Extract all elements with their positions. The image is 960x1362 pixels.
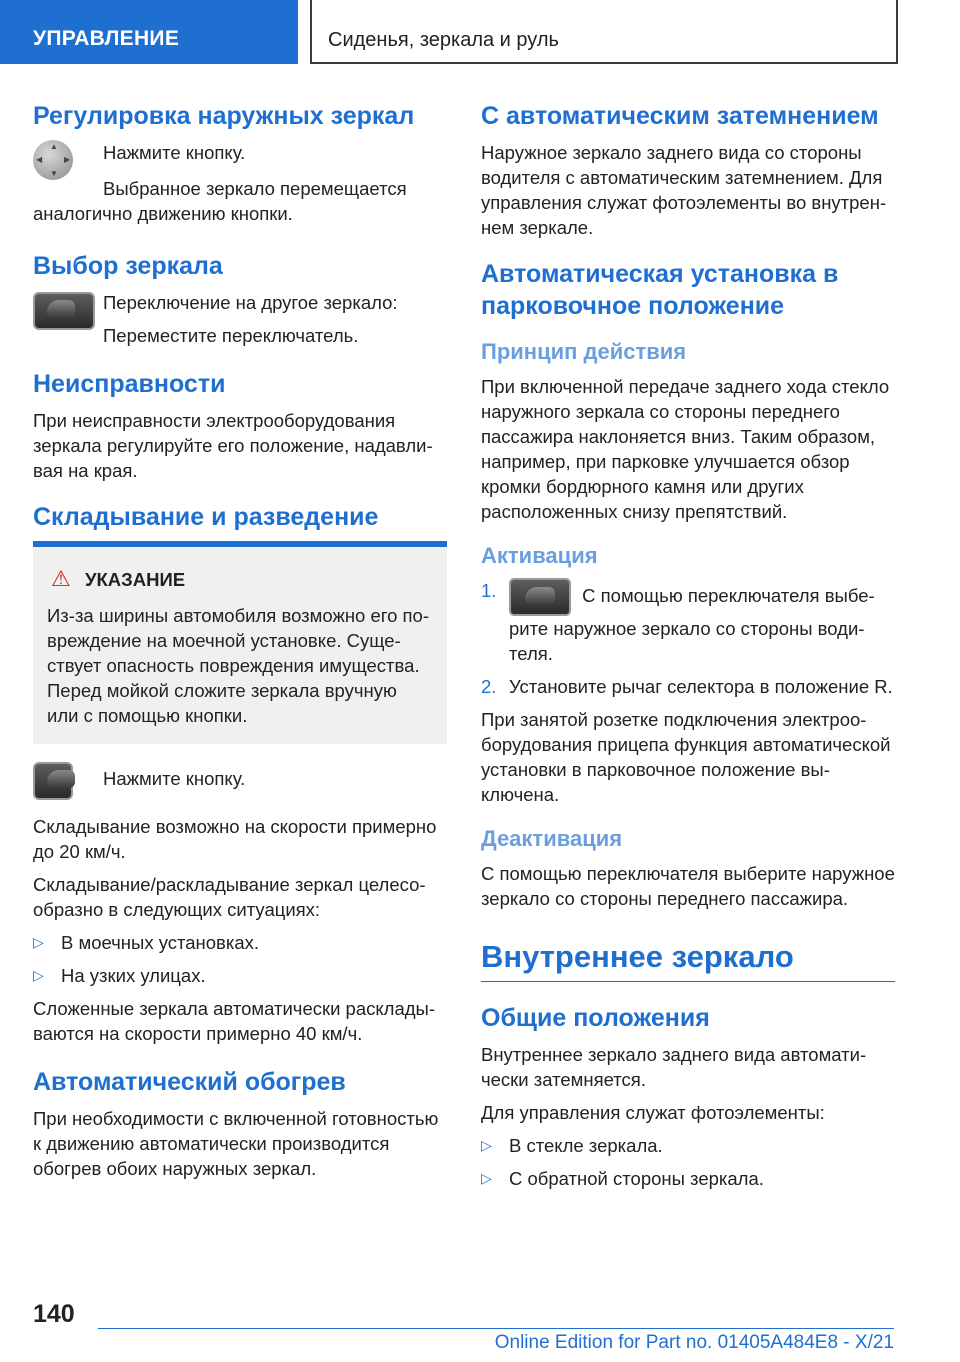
warning-triangle-icon: ⚠	[51, 566, 71, 591]
mirror-switch-icon	[509, 578, 571, 616]
fault-heading: Неисправности	[33, 370, 226, 398]
select-block	[33, 290, 447, 348]
fold-block	[33, 760, 447, 808]
general-heading: Общие положения	[481, 1004, 710, 1032]
principle-heading: Принцип действия	[481, 339, 687, 364]
general-text-2: Для управления служат фотоэлементы:	[481, 1102, 825, 1123]
principle-text: При включенной передаче заднего хода стекло наружного зеркала со стороны переднего пассажира наклоняется вниз. Таким образом, например, при парковке улучшается обзор кромки бордюрного камня или других расположенных снизу препятствий.	[481, 376, 890, 522]
activation-heading: Активация	[481, 543, 598, 568]
park-heading: Автоматическая установка в парковочное положение	[481, 260, 839, 320]
triangle-bullet-icon: ▷	[481, 1137, 492, 1153]
fold-list	[33, 930, 447, 988]
warning-text: Из-за ширины автомобиля возможно его повреждение на моечной установке. Существует опасность повреждения имущества. Перед мойкой сложите зеркала вручную или с помощью кнопки.	[47, 605, 429, 726]
general-text-1: Внутреннее зеркало заднего вида автоматически затемняется.	[481, 1044, 867, 1090]
mirror-switch-icon	[33, 292, 95, 330]
right-column	[481, 100, 895, 1199]
fold-heading: Складывание и разведение	[33, 503, 379, 531]
activation-text: При занятой розетке подключения электрооборудования прицепа функция автоматической установки в парковочное положение выключена.	[481, 709, 891, 805]
fold-text-4: Сложенные зеркала автоматически раскладываются на скорости примерно 40 км/ч.	[33, 998, 436, 1044]
heat-text: При необходимости с включенной готовностью к движению автоматически производится обогрев обоих наружных зеркал.	[33, 1108, 439, 1179]
chapter-title: Сиденья, зеркала и руль	[328, 29, 559, 51]
deactivation-heading: Деактивация	[481, 826, 623, 851]
select-heading: Выбор зеркала	[33, 252, 223, 280]
fault-text: При неисправности электрооборудования зеркала регулируйте его положение, надавливая на края.	[33, 410, 433, 481]
triangle-bullet-icon: ▷	[33, 967, 44, 983]
mirror-adjust-button-icon: ▲ ▼ ◀ ▶	[33, 140, 73, 180]
fold-text-2: Складывание возможно на скорости примерно до 20 км/ч.	[33, 816, 437, 862]
general-list	[481, 1133, 895, 1191]
select-text-1: Переключение на другое зеркало:	[103, 292, 398, 313]
list-item: ▷ В стекле зеркала.	[481, 1135, 663, 1156]
adjust-heading: Регулировка наружных зеркал	[33, 102, 415, 130]
auto-dim-heading: С автоматическим затемнением	[481, 102, 879, 130]
left-column	[33, 100, 447, 1189]
warning-title: ⚠ УКАЗАНИЕ	[51, 566, 186, 591]
activation-steps	[481, 578, 895, 699]
select-text-2: Переместите переключатель.	[103, 325, 359, 346]
heat-heading: Автоматический обогрев	[33, 1068, 346, 1096]
fold-text-3: Складывание/раскладывание зеркал целесообразно в следующих ситуациях:	[33, 874, 426, 920]
inner-mirror-heading: Внутреннее зеркало	[481, 937, 895, 982]
page-number: 140	[33, 1300, 75, 1328]
step-item: 2. Установите рычаг селектора в положение R.	[481, 676, 893, 697]
adjust-text-1: Нажмите кнопку.	[103, 142, 246, 163]
footer-rule	[98, 1328, 894, 1329]
auto-dim-text: Наружное зеркало заднего вида со стороны водителя с автоматическим затемнением. Для управления служат фотоэлементы во внутреннем зеркале.	[481, 142, 887, 238]
adjust-text-2: Выбранное зеркало перемещается аналогично движению кнопки.	[33, 178, 407, 224]
section-tab	[0, 0, 298, 64]
list-item: ▷ С обратной стороны зеркала.	[481, 1168, 764, 1189]
adjust-block	[33, 140, 447, 190]
chapter-box	[310, 0, 898, 64]
step-item: 1. С помощью переключателя выберите наружное зеркало со стороны водителя.	[481, 580, 875, 664]
fold-text-1: Нажмите кнопку.	[103, 768, 246, 789]
edition-text: Online Edition for Part no. 01405A484E8 - X/21	[494, 1332, 894, 1353]
fold-button-icon	[33, 762, 73, 800]
list-item: ▷ В моечных установках.	[33, 932, 260, 953]
deactivation-text: С помощью переключателя выберите наружное зеркало со стороны переднего пассажира.	[481, 863, 895, 909]
section-title: УПРАВЛЕНИЕ	[33, 27, 180, 50]
warning-box	[33, 541, 447, 744]
triangle-bullet-icon: ▷	[481, 1170, 492, 1186]
triangle-bullet-icon: ▷	[33, 934, 44, 950]
list-item: ▷ На узких улицах.	[33, 965, 206, 986]
